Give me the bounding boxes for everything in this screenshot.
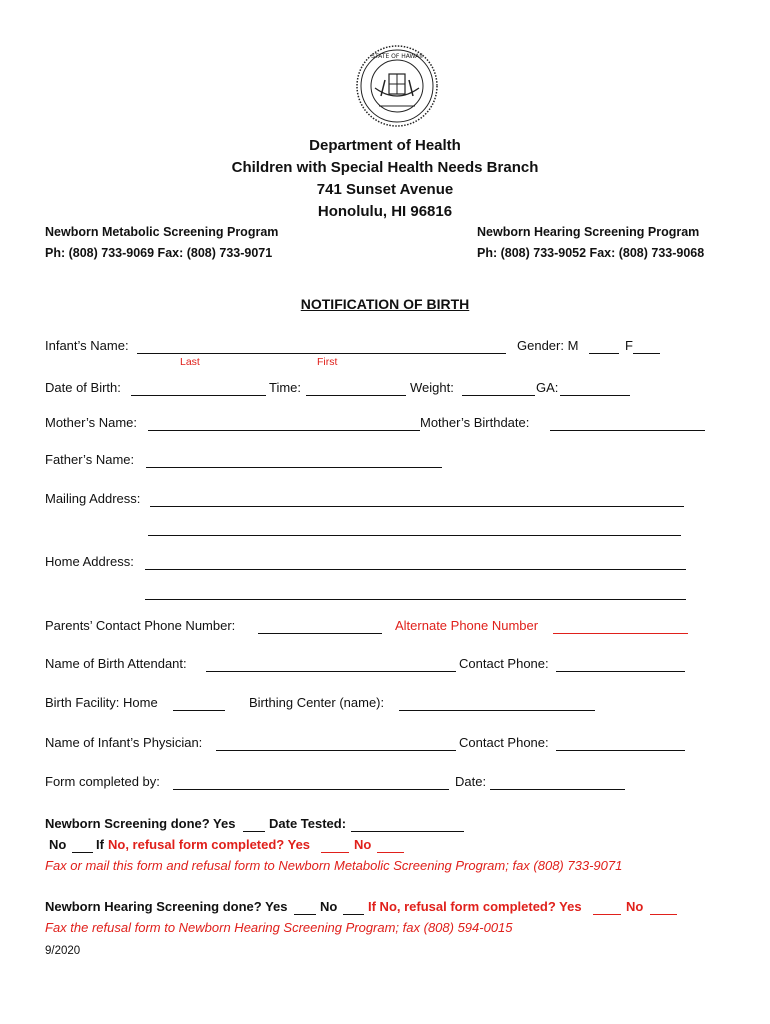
birth-facility-home-label: Birth Facility: Home [45, 695, 158, 710]
alternate-phone-field[interactable] [553, 633, 688, 634]
father-name-label: Father’s Name: [45, 452, 135, 467]
home-address-field-line2[interactable] [145, 599, 686, 600]
date-field[interactable] [490, 789, 625, 790]
ga-label: GA: [536, 380, 559, 395]
hearing-refusal-no-field[interactable] [650, 914, 677, 915]
first-name-hint: First [317, 356, 338, 368]
infant-name-field[interactable] [137, 353, 506, 354]
refusal-yes-field[interactable] [321, 852, 349, 853]
date-label: Date: [455, 774, 487, 789]
parents-phone-field[interactable] [258, 633, 382, 634]
svg-text:STATE OF HAWAII: STATE OF HAWAII [371, 53, 423, 60]
mother-birthdate-label: Mother’s Birthdate: [420, 415, 530, 430]
newborn-screening-question: Newborn Screening done? Yes [45, 816, 236, 831]
header-department: Department of Health [309, 137, 461, 154]
form-version: 9/2020 [45, 945, 81, 957]
home-address-label: Home Address: [45, 554, 134, 569]
dob-label: Date of Birth: [45, 380, 121, 395]
form-title: NOTIFICATION OF BIRTH [300, 296, 470, 312]
mailing-address-field-line2[interactable] [148, 535, 681, 536]
refusal-no-field[interactable] [377, 852, 404, 853]
refusal-no-label: No [354, 837, 372, 852]
mother-name-label: Mother’s Name: [45, 415, 137, 430]
refusal-form-question: No, refusal form completed? Yes [108, 837, 311, 852]
birthing-center-field[interactable] [399, 710, 595, 711]
gender-f-label: F [625, 338, 633, 353]
birth-facility-home-field[interactable] [173, 710, 225, 711]
attendant-contact-phone-field[interactable] [556, 671, 685, 672]
mother-name-field[interactable] [148, 430, 420, 431]
physician-field[interactable] [216, 750, 456, 751]
hearing-yes-field[interactable] [294, 914, 316, 915]
header-branch: Children with Special Health Needs Branch [231, 159, 539, 176]
time-field[interactable] [306, 395, 406, 396]
hearing-refusal-no-label: No [626, 899, 644, 914]
newborn-screening-yes-field[interactable] [243, 831, 265, 832]
alternate-phone-label: Alternate Phone Number [395, 618, 539, 633]
state-seal-logo [355, 44, 439, 128]
hearing-program-name: Newborn Hearing Screening Program [477, 225, 700, 239]
last-name-hint: Last [180, 356, 200, 368]
mother-birthdate-field[interactable] [550, 430, 705, 431]
gender-m-field[interactable] [589, 353, 619, 354]
gender-f-field[interactable] [633, 353, 660, 354]
header-city: Honolulu, HI 96816 [317, 203, 453, 220]
dob-field[interactable] [131, 395, 266, 396]
physician-contact-phone-label: Contact Phone: [459, 735, 549, 750]
date-tested-field[interactable] [351, 831, 464, 832]
ga-field[interactable] [560, 395, 630, 396]
parents-phone-label: Parents’ Contact Phone Number: [45, 618, 236, 633]
newborn-screening-no-field[interactable] [72, 852, 93, 853]
father-name-field[interactable] [146, 467, 442, 468]
hearing-program-phone: Ph: (808) 733-9052 Fax: (808) 733-9068 [477, 246, 705, 260]
physician-contact-phone-field[interactable] [556, 750, 685, 751]
mailing-address-field[interactable] [150, 506, 684, 507]
fax-hearing-instruction: Fax the refusal form to Newborn Hearing Screening Program; fax (808) 594-0015 [45, 920, 513, 935]
if-label: If [96, 837, 104, 852]
newborn-screening-no-label: No [49, 837, 67, 852]
mailing-address-label: Mailing Address: [45, 491, 141, 506]
home-address-field[interactable] [145, 569, 686, 570]
physician-label: Name of Infant’s Physician: [45, 735, 203, 750]
gender-label: Gender: M [517, 338, 579, 353]
infant-name-label: Infant’s Name: [45, 338, 129, 353]
metabolic-program-phone: Ph: (808) 733-9069 Fax: (808) 733-9071 [45, 246, 273, 260]
birthing-center-label: Birthing Center (name): [249, 695, 385, 710]
time-label: Time: [269, 380, 302, 395]
hearing-no-field[interactable] [343, 914, 364, 915]
birth-attendant-field[interactable] [206, 671, 456, 672]
hearing-screening-question: Newborn Hearing Screening done? Yes [45, 899, 288, 914]
completed-by-label: Form completed by: [45, 774, 160, 789]
weight-label: Weight: [410, 380, 454, 395]
birth-attendant-label: Name of Birth Attendant: [45, 656, 187, 671]
hearing-no-label: No [320, 899, 338, 914]
weight-field[interactable] [462, 395, 535, 396]
completed-by-field[interactable] [173, 789, 449, 790]
date-tested-label: Date Tested: [269, 816, 347, 831]
header-street: 741 Sunset Avenue [316, 181, 454, 198]
fax-metabolic-instruction: Fax or mail this form and refusal form to Newborn Metabolic Screening Program; fax (808) 733-9071 [45, 858, 623, 873]
attendant-contact-phone-label: Contact Phone: [459, 656, 549, 671]
metabolic-program-name: Newborn Metabolic Screening Program [45, 225, 279, 239]
hearing-refusal-yes-field[interactable] [593, 914, 621, 915]
hearing-refusal-question: If No, refusal form completed? Yes [368, 899, 582, 914]
